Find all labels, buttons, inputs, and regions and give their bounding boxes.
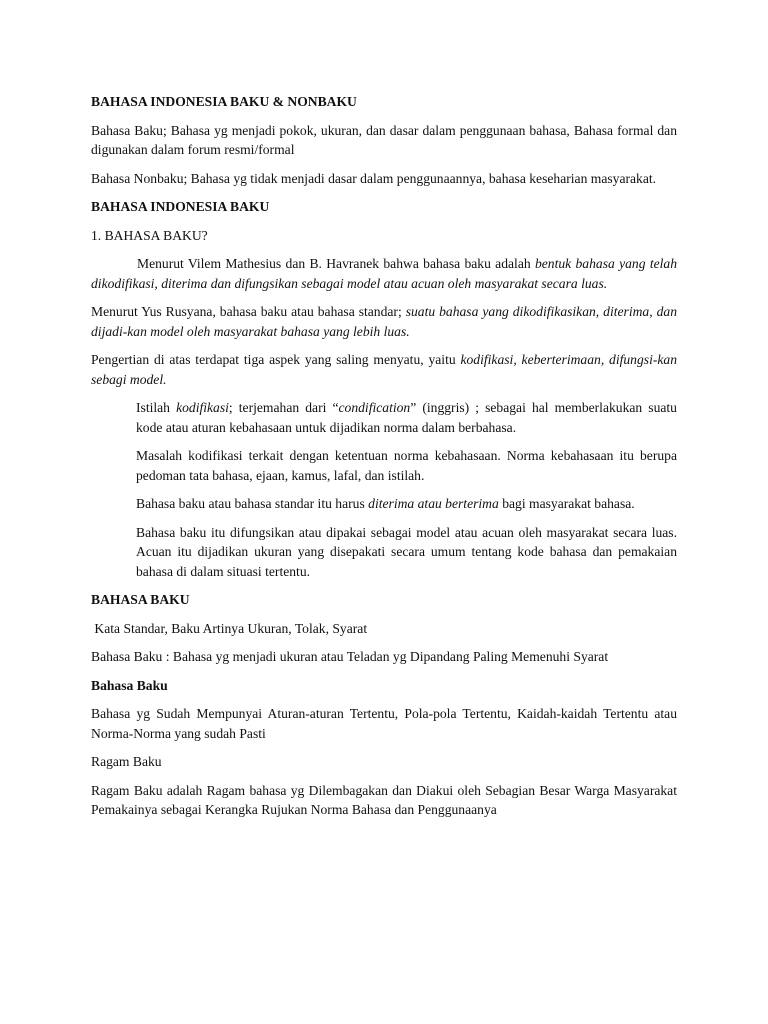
list-item — [91, 446, 677, 485]
yus-text: Menurut Yus Rusyana, bahasa baku atau bahasa standar; — [91, 304, 406, 319]
paragraph-aturan: Bahasa yg Sudah Mempunyai Aturan-aturan Tertentu, Pola-pola Tertentu, Kaidah-kaidah Tertentu atau Norma-Norma yang sudah Pasti — [91, 706, 677, 741]
list-item — [91, 523, 677, 582]
list-item-text: Masalah kodifikasi terkait dengan ketentuan norma kebahasaan. Norma kebahasaan itu berupa pedoman tata bahasa, ejaan, kamus, lafal, dan istilah. — [136, 448, 677, 483]
list-item-term: condification — [338, 400, 411, 415]
heading-bahasa-baku: BAHASA BAKU — [91, 592, 190, 607]
subheading-ragam-baku: Ragam Baku — [91, 754, 162, 769]
definition-nonbaku: Bahasa Nonbaku; Bahasa yg tidak menjadi dasar dalam penggunaannya, bahasa keseharian masyarakat. — [91, 170, 657, 186]
list-item-term: kodifikasi — [176, 400, 229, 415]
paragraph-vilem-mathesius — [91, 254, 677, 293]
vilem-definition: bentuk bahasa yang telah dikodifikasi, diterima dan difungsikan sebagai model atau acuan oleh masyarakat secara luas. — [91, 256, 678, 291]
list-item-term: diterima atau berterima — [368, 496, 499, 511]
list-item-text: Istilah — [136, 400, 177, 415]
paragraph-yus-rusyana — [91, 302, 677, 341]
list-item-text: Bahasa baku itu difungsikan atau dipakai sebagai model atau acuan oleh masyarakat secara luas. Acuan itu dijadikan ukuran yang disepakati secara umum tentang kode bahasa dan pemakaian bahasa di dalam situasi tertentu. — [136, 524, 677, 579]
heading-bahasa-indonesia-baku: BAHASA INDONESIA BAKU — [91, 199, 270, 214]
paragraph-pengertian — [91, 350, 677, 389]
list-item — [91, 494, 677, 514]
list-item-text: Bahasa baku atau bahasa standar itu harus — [136, 496, 369, 511]
definition-baku: Bahasa Baku; Bahasa yg menjadi pokok, ukuran, dan dasar dalam penggunaan bahasa, Bahasa formal dan digunakan dalam forum resmi/formal — [91, 122, 677, 157]
paragraph-ragam-baku: Ragam Baku adalah Ragam bahasa yg Dilembagakan dan Diakui oleh Sebagian Besar Warga Masyarakat Pemakainya sebagai Kerangka Rujukan Norma Bahasa dan Penggunaanya — [91, 782, 677, 817]
kata-standar-line: Kata Standar, Baku Artinya Ukuran, Tolak, Syarat — [91, 620, 368, 636]
list-item — [91, 398, 677, 437]
vilem-text: Menurut Vilem Mathesius dan B. Havranek bahwa bahasa baku adalah — [137, 256, 535, 271]
page-title: BAHASA INDONESIA BAKU & NONBAKU — [91, 94, 357, 109]
list-item-text: ; terjemahan dari “ — [228, 400, 339, 415]
yus-definition: suatu bahasa yang dikodifikasikan, diterima, dan dijadi-kan model oleh masyarakat bahasa yang lebih luas. — [91, 304, 677, 339]
pengertian-aspects: kodifikasi, keberterimaan, difungsi-kan sebagi model. — [91, 352, 678, 387]
aspect-list — [91, 398, 677, 581]
paragraph-ukuran: Bahasa Baku : Bahasa yg menjadi ukuran atau Teladan yg Dipandang Paling Memenuhi Syarat — [91, 649, 609, 664]
section-heading-bahasa-baku: 1. BAHASA BAKU? — [91, 227, 208, 243]
list-item-text: bagi masyarakat bahasa. — [498, 496, 635, 511]
subheading-bahasa-baku: Bahasa Baku — [91, 677, 168, 693]
pengertian-text: Pengertian di atas terdapat tiga aspek yang saling menyatu, yaitu — [91, 352, 461, 367]
list-item-text: ” (inggris) ; sebagai hal memberlakukan suatu kode atau aturan kebahasaan untuk dijadikan norma dalam berbahasa. — [136, 400, 677, 435]
